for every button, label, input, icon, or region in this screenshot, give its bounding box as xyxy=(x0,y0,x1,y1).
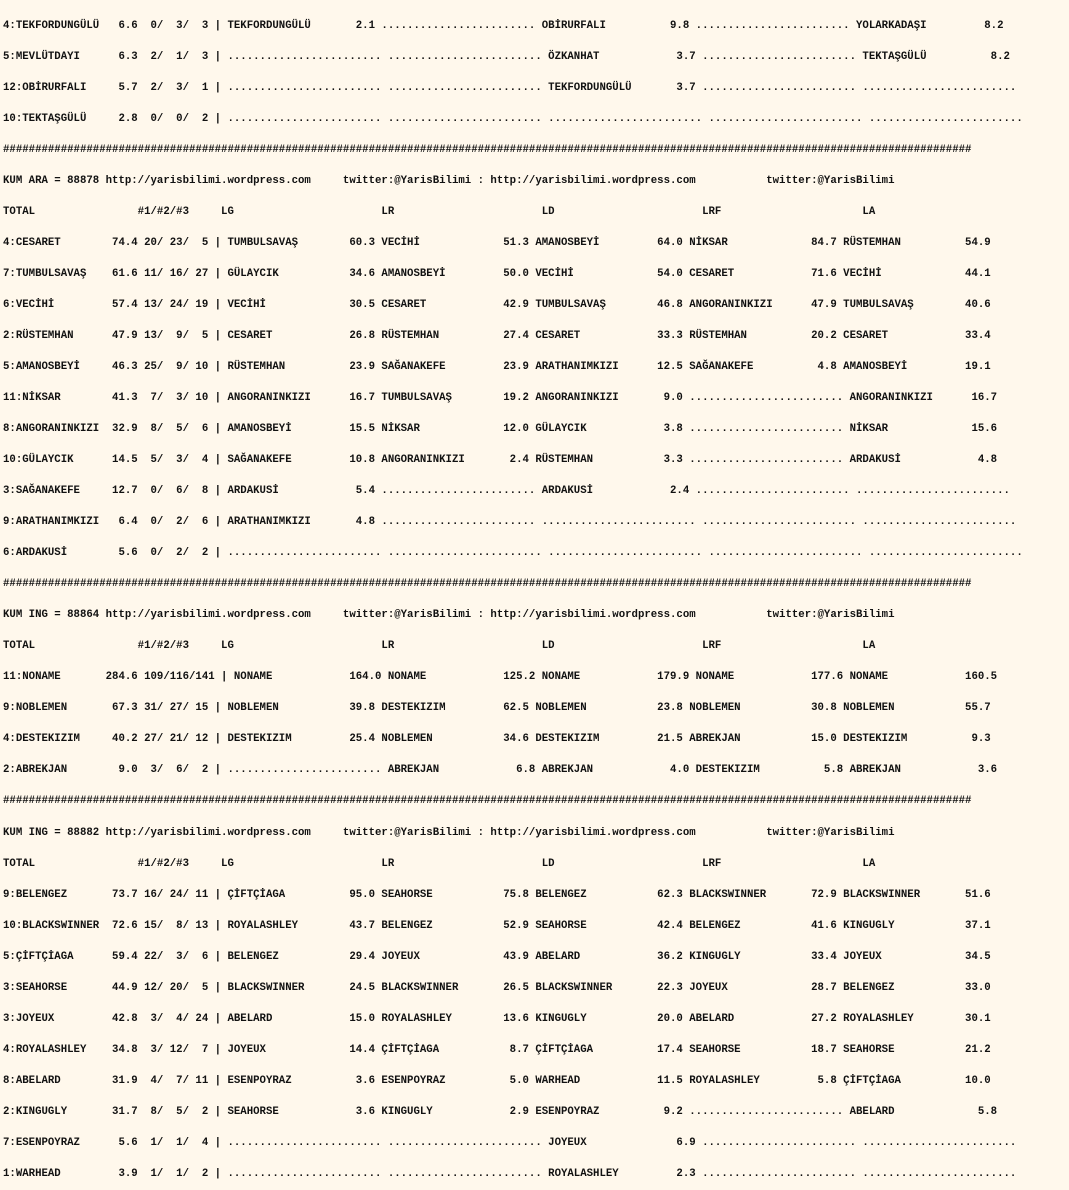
table-row: 9:NOBLEMEN 67.3 31/ 27/ 15 | NOBLEMEN 39.8 DESTEKIZIM 62.5 NOBLEMEN 23.8 NOBLEMEN 30.8 NOBLEMEN 55.7 xyxy=(3,702,991,715)
table-row: 2:KINGUGLY 31.7 8/ 5/ 2 | SEAHORSE 3.6 KINGUGLY 2.9 ESENPOYRAZ 9.2 ........................ ABELARD 5.8 xyxy=(3,1105,998,1118)
column-header: TOTAL #1/#2/#3 LG LR LD LRF LA xyxy=(3,857,876,870)
section-header-kum-ing-88864: KUM ING = 88864 http://yarisbilimi.wordpress.com twitter:@YarisBilimi : http://yarisbilimi.wordpress.com twitter:@YarisBilimi xyxy=(3,609,895,622)
table-row: 2:ABREKJAN 9.0 3/ 6/ 2 | ........................ ABREKJAN 6.8 ABREKJAN 4.0 DESTEKIZIM 5.8 ABREKJAN 3.6 xyxy=(3,764,998,777)
table-row: 8:ABELARD 31.9 4/ 7/ 11 | ESENPOYRAZ 3.6 ESENPOYRAZ 5.0 WARHEAD 11.5 ROYALASHLEY 5.8 ÇİFTÇİAGA 10.0 xyxy=(3,1074,991,1087)
separator-line: ####################################################################################################################################################### xyxy=(3,143,972,156)
table-row: 7:TUMBULSAVAŞ 61.6 11/ 16/ 27 | GÜLAYCIK 34.6 AMANOSBEYİ 50.0 VECİHİ 54.0 CESARET 71.6 VECİHİ 44.1 xyxy=(3,267,991,280)
table-row: 9:BELENGEZ 73.7 16/ 24/ 11 | ÇİFTÇİAGA 95.0 SEAHORSE 75.8 BELENGEZ 62.3 BLACKSWINNER 72.9 BLACKSWINNER 51.6 xyxy=(3,888,991,901)
table-row: 3:JOYEUX 42.8 3/ 4/ 24 | ABELARD 15.0 ROYALASHLEY 13.6 KINGUGLY 20.0 ABELARD 27.2 ROYALASHLEY 30.1 xyxy=(3,1012,991,1025)
table-row: 2:RÜSTEMHAN 47.9 13/ 9/ 5 | CESARET 26.8 RÜSTEMHAN 27.4 CESARET 33.3 RÜSTEMHAN 20.2 CESARET 33.4 xyxy=(3,330,991,342)
table-row: 11:NONAME 284.6 109/116/141 | NONAME 164.0 NONAME 125.2 NONAME 179.9 NONAME 177.6 NONAME 160.5 xyxy=(3,671,998,684)
table-row: 7:ESENPOYRAZ 5.6 1/ 1/ 4 | ........................ ........................ JOYEUX 6.9 ........................ ........................ xyxy=(3,1136,1017,1149)
race-statistics-text xyxy=(3,0,1023,1190)
table-row: 5:AMANOSBEYİ 46.3 25/ 9/ 10 | RÜSTEMHAN 23.9 SAĞANAKEFE 23.9 ARATHANIMKIZI 12.5 SAĞANAKEFE 4.8 AMANOSBEYİ 19.1 xyxy=(3,361,991,374)
table-row: 8:ANGORANINKIZI 32.9 8/ 5/ 6 | AMANOSBEYİ 15.5 NİKSAR 12.0 GÜLAYCIK 3.8 ........................ NİKSAR 15.6 xyxy=(3,423,998,436)
table-row: 5:ÇİFTÇİAGA 59.4 22/ 3/ 6 | BELENGEZ 29.4 JOYEUX 43.9 ABELARD 36.2 KINGUGLY 33.4 JOYEUX 34.5 xyxy=(3,950,991,963)
separator-line: ####################################################################################################################################################### xyxy=(3,795,972,808)
text-line: 10:TEKTAŞGÜLÜ 2.8 0/ 0/ 2 | ........................ ........................ ........................ ........................ ........................ xyxy=(3,112,1023,125)
text-line: 4:TEKFORDUNGÜLÜ 6.6 0/ 3/ 3 | TEKFORDUNGÜLÜ 2.1 ........................ OBİRURFALI 9.8 ........................ YOLARKADAŞI 8.2 xyxy=(3,19,1004,32)
section-header-kum-ing-88882: KUM ING = 88882 http://yarisbilimi.wordpress.com twitter:@YarisBilimi : http://yarisbilimi.wordpress.com twitter:@YarisBilimi xyxy=(3,826,895,839)
column-header: TOTAL #1/#2/#3 LG LR LD LRF LA xyxy=(3,640,876,653)
column-header: TOTAL #1/#2/#3 LG LR LD LRF LA xyxy=(3,205,876,218)
table-row: 10:GÜLAYCIK 14.5 5/ 3/ 4 | SAĞANAKEFE 10.8 ANGORANINKIZI 2.4 RÜSTEMHAN 3.3 ........................ ARDAKUSİ 4.8 xyxy=(3,454,998,467)
text-line: 12:OBİRURFALI 5.7 2/ 3/ 1 | ........................ ........................ TEKFORDUNGÜLÜ 3.7 ........................ ........................ xyxy=(3,81,1017,94)
table-row: 3:SAĞANAKEFE 12.7 0/ 6/ 8 | ARDAKUSİ 5.4 ........................ ARDAKUSİ 2.4 ........................ ........................ xyxy=(3,485,1010,498)
table-row: 11:NİKSAR 41.3 7/ 3/ 10 | ANGORANINKIZI 16.7 TUMBULSAVAŞ 19.2 ANGORANINKIZI 9.0 ........................ ANGORANINKIZI 16.7 xyxy=(3,392,998,405)
table-row: 6:ARDAKUSİ 5.6 0/ 2/ 2 | ........................ ........................ ........................ ........................ ........................ xyxy=(3,547,1023,560)
table-row: 4:ROYALASHLEY 34.8 3/ 12/ 7 | JOYEUX 14.4 ÇİFTÇİAGA 8.7 ÇİFTÇİAGA 17.4 SEAHORSE 18.7 SEAHORSE 21.2 xyxy=(3,1043,991,1056)
table-row: 3:SEAHORSE 44.9 12/ 20/ 5 | BLACKSWINNER 24.5 BLACKSWINNER 26.5 BLACKSWINNER 22.3 JOYEUX 28.7 BELENGEZ 33.0 xyxy=(3,981,991,994)
table-row: 1:WARHEAD 3.9 1/ 1/ 2 | ........................ ........................ ROYALASHLEY 2.3 ........................ ........................ xyxy=(3,1167,1017,1180)
text-line: 5:MEVLÜTDAYI 6.3 2/ 1/ 3 | ........................ ........................ ÖZKANHAT 3.7 ........................ TEKTAŞGÜLÜ 8.2 xyxy=(3,50,1010,63)
table-row: 9:ARATHANIMKIZI 6.4 0/ 2/ 6 | ARATHANIMKIZI 4.8 ........................ ........................ ........................ ........................ xyxy=(3,516,1017,529)
table-row: 4:CESARET 74.4 20/ 23/ 5 | TUMBULSAVAŞ 60.3 VECİHİ 51.3 AMANOSBEYİ 64.0 NİKSAR 84.7 RÜSTEMHAN 54.9 xyxy=(3,236,991,249)
section-header-kum-ara: KUM ARA = 88878 http://yarisbilimi.wordpress.com twitter:@YarisBilimi : http://yarisbilimi.wordpress.com twitter:@YarisBilimi xyxy=(3,174,895,187)
table-row: 4:DESTEKIZIM 40.2 27/ 21/ 12 | DESTEKIZIM 25.4 NOBLEMEN 34.6 DESTEKIZIM 21.5 ABREKJAN 15.0 DESTEKIZIM 9.3 xyxy=(3,733,991,746)
table-row: 6:VECİHİ 57.4 13/ 24/ 19 | VECİHİ 30.5 CESARET 42.9 TUMBULSAVAŞ 46.8 ANGORANINKIZI 47.9 TUMBULSAVAŞ 40.6 xyxy=(3,298,991,311)
separator-line: ####################################################################################################################################################### xyxy=(3,578,972,591)
table-row: 10:BLACKSWINNER 72.6 15/ 8/ 13 | ROYALASHLEY 43.7 BELENGEZ 52.9 SEAHORSE 42.4 BELENGEZ 41.6 KINGUGLY 37.1 xyxy=(3,919,991,932)
